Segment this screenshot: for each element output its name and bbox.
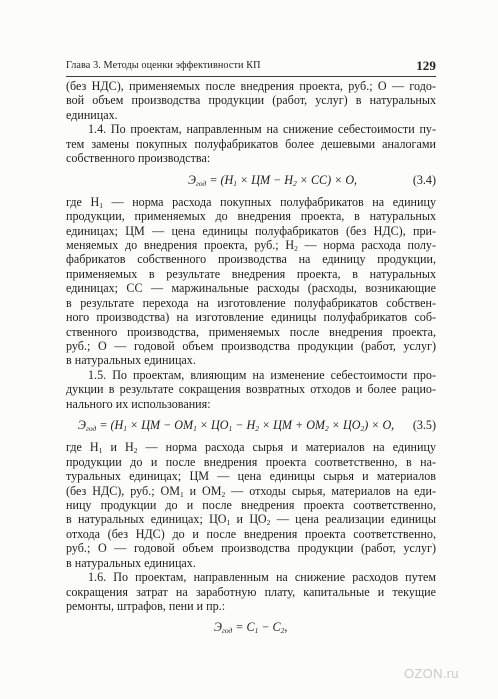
text-line: ремонты, штрафов, пени и пр.:	[66, 599, 226, 613]
text-line: единицах.	[66, 107, 118, 122]
formula	[66, 166, 436, 195]
formula-expression: $Э_{год} = (Н_1$ × ЦМ − $ОМ_1 \times ЦО_1 - Н_2$ × ЦМ + $ОМ_2 \times ЦО_2) \times О$,	[78, 418, 395, 434]
text-line: руб.; О — годовой объем производства продукции (работ, услуг)	[66, 541, 436, 556]
text-line: где $Н_1$ — норма расхода покупных полуфабрикатов на единицу	[66, 194, 436, 210]
formula	[66, 613, 436, 642]
text-line: туральных единицах; ЦМ — цена единицы сырья и материалов	[66, 469, 436, 484]
text-line: в натуральных единицах.	[66, 555, 196, 570]
text-line: продукции до и после внедрения проекта соответственно, в на-	[66, 454, 436, 469]
text-line: сокращения затрат на заработную плату, капитальные и текущие	[66, 584, 436, 599]
text-line: применяемых в результате внедрения проекта, в натуральных	[66, 266, 436, 281]
text-line: дукции в результате сокращения возвратных отходов и более рацио-	[66, 382, 436, 397]
text-line: вой объем производства продукции (работ, услуг) в натуральных	[66, 93, 436, 108]
text-line: в натуральных единицах; $ЦО_1$ и $ЦО_2$ — цена реализации единицы	[66, 512, 437, 528]
formula	[66, 411, 436, 440]
formula-expression: $Э_{год} = (Н_1$ × ЦМ − $Н_2 \times СС) \times О$,	[188, 172, 358, 188]
running-head	[66, 58, 436, 74]
chapter-title: Глава 3. Методы оценки эффективности КП	[66, 60, 261, 71]
text-line: отхода (без НДС) до и после внедрения проекта соответственно,	[66, 526, 436, 541]
text-line: 1.4. По проектам, направленным на снижение себестоимости пу-	[88, 122, 436, 137]
text-line: ственного производства, применяемых после внедрения проекта,	[66, 324, 436, 339]
text-line: (без НДС), руб.; $ОМ_1$ и $ОМ_2$ — отходы сырья, материалов на еди-	[66, 483, 436, 499]
watermark: OZON.ru	[404, 666, 459, 681]
text-line: (без НДС), применяемых после внедрения проекта, руб.; О — годо-	[66, 79, 436, 93]
text-line: единицах; ЦМ — цена единицы полуфабрикатов (без НДС), при-	[66, 223, 436, 238]
text-line: тем замены покупных полуфабрикатов более дешевыми аналогами	[66, 136, 436, 151]
text-line: ницу продукции до и после внедрения проекта соответственно,	[66, 497, 436, 512]
page-number: 129	[416, 58, 436, 73]
text-line: где $Н_1$ и $Н_2$ — норма расхода сырья и материалов на единицу	[66, 440, 436, 456]
text-line: ного производства) на изготовление единицы полуфабрикатов соб-	[66, 310, 436, 325]
text-line: единицах; СС — маржинальные расходы (расходы, возникающие	[66, 281, 436, 296]
text-line: собственного производства:	[66, 151, 211, 166]
text-line: в результате перехода на изготовление полуфабрикатов собствен-	[66, 295, 436, 310]
text-line: продукции, применяемых до внедрения проекта, в натуральных	[66, 209, 436, 224]
text-line: фабрикатов собственного производства на единицу продукции,	[66, 252, 436, 267]
formula-number: (3.5)	[412, 418, 436, 433]
text-line: меняемых до внедрения проекта, руб.; $Н_2$ — норма расхода полу-	[66, 237, 436, 253]
text-line: нального их использования:	[66, 396, 211, 411]
header-rule	[66, 76, 436, 77]
text-line: в натуральных единицах.	[66, 353, 196, 368]
text-line: 1.6. По проектам, направленным на снижение расходов путем	[88, 570, 436, 585]
formula-expression: $Э_{год} = С_1 - С_2$,	[214, 620, 288, 636]
formula-number: (3.4)	[412, 172, 436, 187]
page-body	[66, 79, 436, 642]
text-line: руб.; О — годовой объем производства продукции (работ, услуг)	[66, 339, 436, 353]
text-line: 1.5. По проектам, влияющим на изменение себестоимости про-	[88, 367, 436, 382]
